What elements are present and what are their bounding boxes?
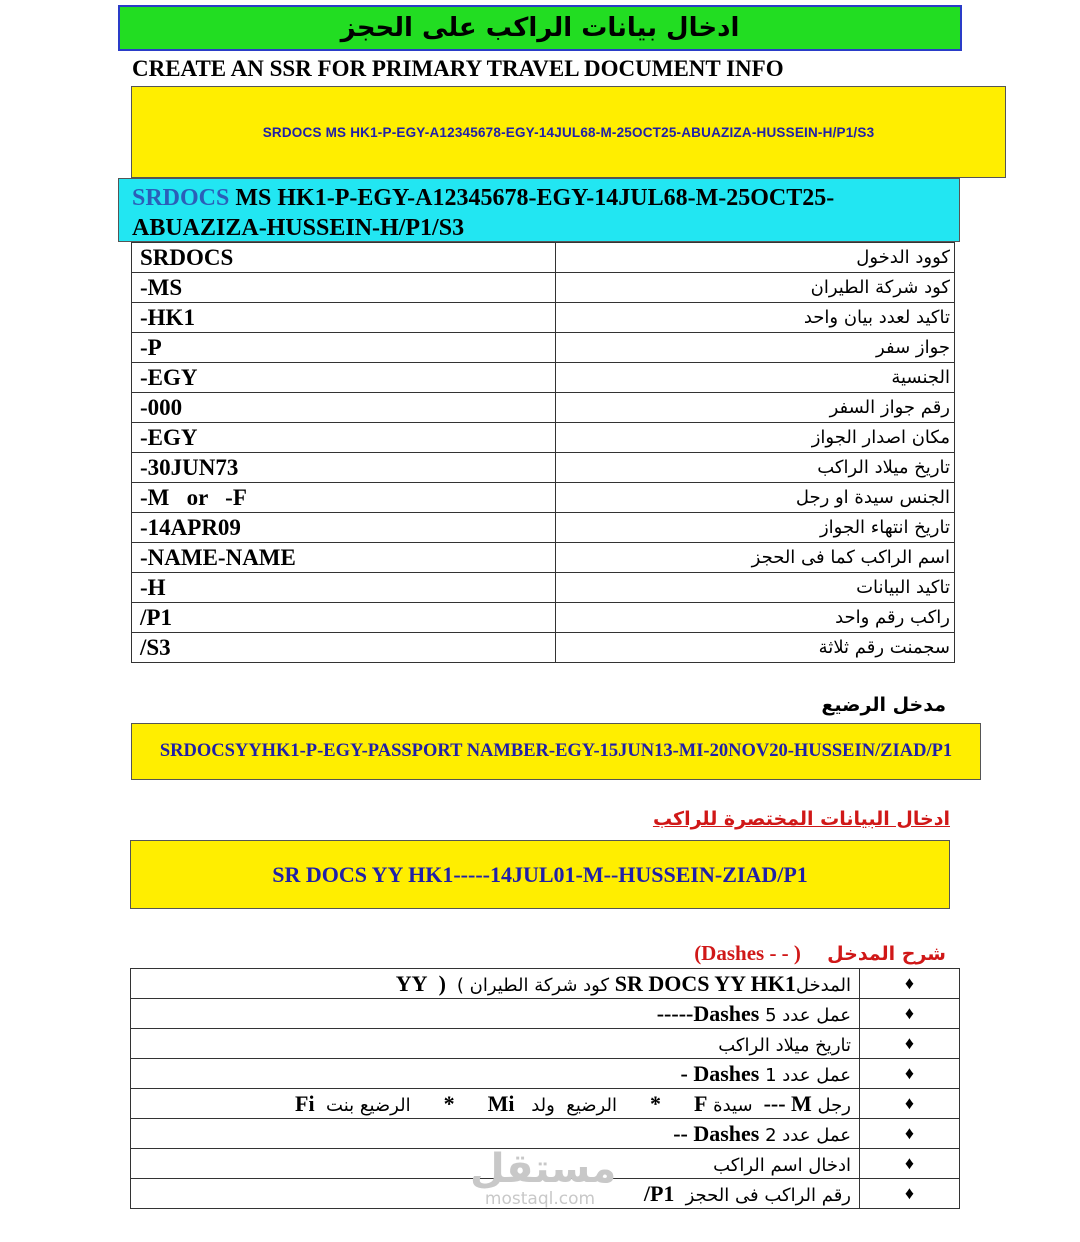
row-description: تاريخ انتهاء الجواز bbox=[556, 513, 955, 543]
row-description: تاريخ ميلاد الراكب bbox=[556, 453, 955, 483]
watermark-logo bbox=[470, 1146, 617, 1209]
table-row bbox=[131, 999, 960, 1029]
table-row bbox=[132, 303, 955, 333]
table-row bbox=[131, 1029, 960, 1059]
row-description: الجنس سيدة او رجل bbox=[556, 483, 955, 513]
explain-part: عمل عدد 2 bbox=[759, 1124, 851, 1146]
explain-part: الرضيع بنت bbox=[314, 1094, 411, 1116]
explain-part: رجل bbox=[811, 1094, 851, 1116]
explain-content bbox=[131, 1029, 860, 1059]
explain-part: Dashes -- bbox=[673, 1120, 760, 1146]
explain-part: ( YY bbox=[395, 970, 457, 996]
page-title: ادخال بيانات الراكب على الحجز bbox=[118, 5, 962, 51]
explain-content bbox=[131, 1119, 860, 1149]
explain-part: F * bbox=[616, 1090, 708, 1116]
table-row bbox=[132, 573, 955, 603]
table-row bbox=[132, 273, 955, 303]
explain-label-en: (Dashes - - ) bbox=[694, 941, 801, 965]
explain-content bbox=[131, 969, 860, 999]
short-entry-label: ادخال البيانات المختصرة للراكب bbox=[652, 808, 950, 830]
diamond-bullet-icon: ♦ bbox=[860, 1119, 960, 1149]
entry-line1-rest: MS HK1-P-EGY-A12345678-EGY-14JUL68-M-25OCT25- bbox=[229, 185, 835, 211]
row-description: كوود الدخول bbox=[556, 243, 955, 273]
explain-part: Fi bbox=[295, 1090, 315, 1116]
row-code: -EGY bbox=[132, 363, 556, 393]
table-row bbox=[132, 243, 955, 273]
entry-line2: ABUAZIZA-HUSSEIN-H/P1/S3 bbox=[132, 215, 465, 241]
short-entry-box: SR DOCS YY HK1-----14JUL01-M--HUSSEIN-ZIAD/P1 bbox=[130, 840, 950, 909]
explain-part: تاريخ ميلاد الراكب bbox=[718, 1034, 851, 1056]
explain-part: SR DOCS YY HK1 bbox=[614, 970, 796, 996]
explain-part: الرضيع ولد bbox=[525, 1094, 617, 1116]
row-code: SRDOCS bbox=[132, 243, 556, 273]
watermark-url: mostaql.com bbox=[484, 1189, 596, 1209]
row-code: -EGY bbox=[132, 423, 556, 453]
row-description: جواز سفر bbox=[556, 333, 955, 363]
table-row bbox=[132, 453, 955, 483]
row-code: -HK1 bbox=[132, 303, 556, 333]
diamond-bullet-icon: ♦ bbox=[860, 1029, 960, 1059]
diamond-bullet-icon: ♦ bbox=[860, 1089, 960, 1119]
row-code: -P bbox=[132, 333, 556, 363]
explain-part: سيدة bbox=[707, 1094, 753, 1116]
table-row bbox=[132, 513, 955, 543]
explain-part: عمل عدد 1 bbox=[759, 1064, 851, 1086]
row-description: سجمنت رقم ثلاثة bbox=[556, 633, 955, 663]
table-row bbox=[132, 363, 955, 393]
watermark-text: مستقل bbox=[470, 1146, 617, 1192]
table-row bbox=[132, 423, 955, 453]
cyan-entry-box bbox=[118, 178, 960, 242]
table-row bbox=[131, 969, 960, 999]
table-row bbox=[131, 1089, 960, 1119]
explain-part: ادخال اسم الراكب bbox=[713, 1154, 851, 1176]
subtitle: CREATE AN SSR FOR PRIMARY TRAVEL DOCUMENT INFO bbox=[132, 56, 784, 81]
diamond-bullet-icon: ♦ bbox=[860, 1149, 960, 1179]
explain-content bbox=[131, 999, 860, 1029]
explain-part: M --- bbox=[752, 1090, 812, 1116]
row-code: -000 bbox=[132, 393, 556, 423]
row-description: الجنسية bbox=[556, 363, 955, 393]
table-row bbox=[132, 393, 955, 423]
table-row bbox=[131, 1059, 960, 1089]
table-row bbox=[132, 333, 955, 363]
row-description: مكان اصدار الجواز bbox=[556, 423, 955, 453]
table-row bbox=[132, 483, 955, 513]
row-code: -30JUN73 bbox=[132, 453, 556, 483]
row-description: راكب رقم واحد bbox=[556, 603, 955, 633]
explain-part: Mi * bbox=[410, 1090, 526, 1116]
entry-code-highlight: SRDOCS bbox=[132, 185, 230, 211]
diamond-bullet-icon: ♦ bbox=[860, 969, 960, 999]
infant-entry-box: SRDOCSYYHK1-P-EGY-PASSPORT NAMBER-EGY-15JUN13-MI-20NOV20-HUSSEIN/ZIAD/P1 bbox=[131, 723, 981, 780]
explain-part: Dashes - bbox=[680, 1060, 760, 1086]
row-code: -H bbox=[132, 573, 556, 603]
explain-label bbox=[676, 941, 946, 966]
explain-part: Dashes----- bbox=[656, 1000, 760, 1026]
row-code: -NAME-NAME bbox=[132, 543, 556, 573]
row-code: -M or -F bbox=[132, 483, 556, 513]
row-code: -MS bbox=[132, 273, 556, 303]
explain-part: رقم الراكب فى الحجز bbox=[679, 1184, 851, 1206]
row-description: رقم جواز السفر bbox=[556, 393, 955, 423]
table-row bbox=[131, 1119, 960, 1149]
explain-part: P1/ bbox=[643, 1180, 680, 1206]
table-row bbox=[132, 543, 955, 573]
breakdown-table bbox=[131, 242, 955, 663]
explain-content bbox=[131, 1059, 860, 1089]
explain-part: كود شركة الطيران ) bbox=[456, 974, 615, 996]
explain-label-ar: شرح المدخل bbox=[827, 943, 946, 965]
row-description: اسم الراكب كما فى الحجز bbox=[556, 543, 955, 573]
row-description: تاكيد لعدد بيان واحد bbox=[556, 303, 955, 333]
row-code: -14APR09 bbox=[132, 513, 556, 543]
row-description: كود شركة الطيران bbox=[556, 273, 955, 303]
table-row bbox=[132, 633, 955, 663]
diamond-bullet-icon: ♦ bbox=[860, 1179, 960, 1209]
row-code: /S3 bbox=[132, 633, 556, 663]
explain-part: المدخل bbox=[795, 974, 851, 996]
explain-content bbox=[131, 1089, 860, 1119]
table-row bbox=[132, 603, 955, 633]
row-description: تاكيد البيانات bbox=[556, 573, 955, 603]
infant-label: مدخل الرضيع bbox=[821, 694, 946, 716]
example-entry-box: SRDOCS MS HK1-P-EGY-A12345678-EGY-14JUL68-M-25OCT25-ABUAZIZA-HUSSEIN-H/P1/S3 bbox=[131, 86, 1006, 178]
row-code: /P1 bbox=[132, 603, 556, 633]
diamond-bullet-icon: ♦ bbox=[860, 999, 960, 1029]
explain-part: عمل عدد 5 bbox=[759, 1004, 851, 1026]
diamond-bullet-icon: ♦ bbox=[860, 1059, 960, 1089]
